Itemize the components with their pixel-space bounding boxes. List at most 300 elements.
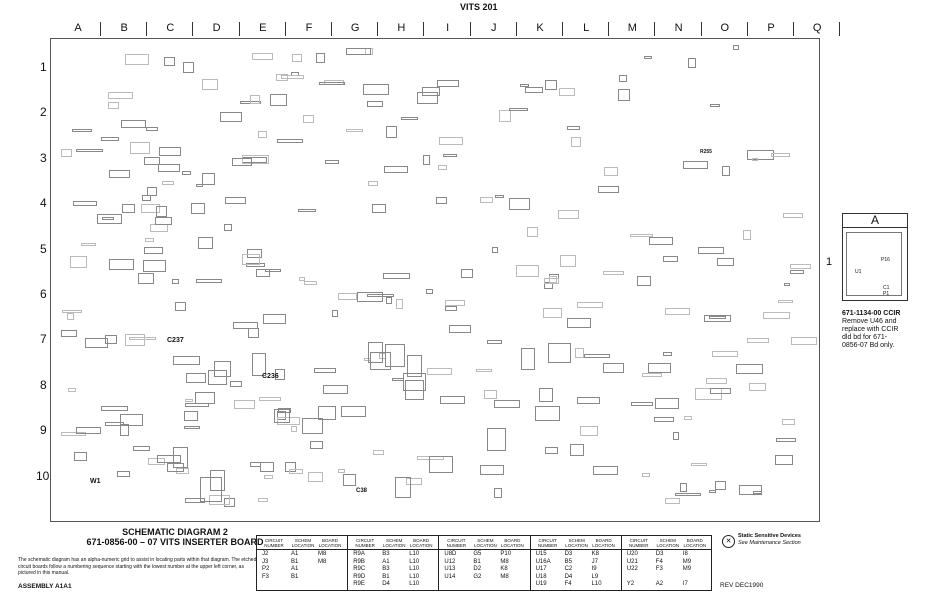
column-tick bbox=[654, 22, 655, 36]
component-footprint bbox=[499, 110, 511, 122]
component-footprint bbox=[383, 273, 410, 279]
table-cell: D4 bbox=[382, 581, 390, 587]
table-header-divider bbox=[257, 549, 711, 550]
column-label: Q bbox=[812, 22, 822, 34]
table-cell: D3 bbox=[564, 551, 573, 557]
component-footprint bbox=[191, 203, 205, 214]
table-cell: D4 bbox=[564, 573, 573, 580]
column-label: B bbox=[120, 22, 128, 34]
table-header-schem: SCHEM LOCATION bbox=[565, 538, 588, 548]
component-footprint bbox=[654, 417, 674, 422]
component-footprint bbox=[427, 368, 452, 375]
component-footprint bbox=[164, 57, 175, 66]
ic-footprint bbox=[403, 373, 426, 391]
callout-c237: C237 bbox=[167, 337, 184, 344]
component-footprint bbox=[108, 102, 119, 109]
component-footprint bbox=[346, 48, 371, 55]
component-footprint bbox=[492, 247, 498, 253]
table-cell: L10 bbox=[409, 581, 420, 587]
component-footprint bbox=[270, 94, 287, 106]
column-tick bbox=[747, 22, 748, 36]
table-cell: B3 bbox=[382, 566, 390, 572]
static-notice-subtitle: See Maintenance Section bbox=[738, 539, 801, 546]
component-footprint bbox=[386, 297, 392, 304]
component-footprint bbox=[316, 53, 325, 63]
component-footprint bbox=[314, 368, 336, 373]
component-footprint bbox=[655, 398, 679, 409]
component-footprint bbox=[644, 56, 652, 59]
component-footprint bbox=[122, 204, 135, 213]
ic-footprint bbox=[385, 344, 405, 367]
column-label: A bbox=[74, 22, 82, 34]
component-footprint bbox=[549, 276, 557, 283]
component-footprint bbox=[417, 92, 438, 104]
table-header-circuit: CIRCUIT NUMBER bbox=[629, 538, 649, 548]
component-footprint bbox=[109, 170, 130, 178]
component-footprint bbox=[125, 54, 149, 65]
component-footprint bbox=[184, 426, 200, 429]
table-cell: P10 bbox=[500, 551, 512, 557]
component-footprint bbox=[494, 488, 502, 498]
table-group bbox=[348, 536, 439, 590]
component-footprint bbox=[68, 388, 76, 392]
table-cell: U16A bbox=[535, 558, 551, 565]
table-cell: F4 bbox=[564, 581, 572, 587]
table-cell: J7 bbox=[591, 558, 598, 565]
column-tick bbox=[701, 22, 702, 36]
component-footprint bbox=[495, 195, 504, 198]
component-footprint bbox=[747, 338, 769, 343]
ic-footprint bbox=[274, 409, 290, 423]
component-footprint bbox=[172, 279, 179, 284]
component-footprint bbox=[121, 120, 146, 128]
table-cell: U15 bbox=[535, 551, 547, 557]
diagram-title-line1: SCHEMATIC DIAGRAM 2 bbox=[122, 527, 228, 537]
ic-footprint bbox=[395, 477, 411, 498]
component-footprint bbox=[527, 227, 538, 237]
column-tick bbox=[146, 22, 147, 36]
table-cell: M8 bbox=[318, 551, 327, 557]
table-cell: Y2 bbox=[626, 581, 635, 587]
table-cell: J3 bbox=[262, 558, 269, 565]
component-footprint bbox=[150, 224, 168, 232]
table-cell: R9B bbox=[353, 558, 365, 565]
component-footprint bbox=[791, 337, 817, 345]
component-footprint bbox=[202, 173, 215, 185]
component-footprint bbox=[102, 217, 114, 220]
table-cell: U21 bbox=[626, 558, 638, 565]
component-footprint bbox=[593, 466, 618, 475]
component-footprint bbox=[776, 438, 796, 442]
inset-part: P1 bbox=[883, 291, 890, 297]
component-footprint bbox=[325, 160, 339, 164]
component-footprint bbox=[443, 154, 457, 157]
component-footprint bbox=[225, 197, 246, 204]
component-footprint bbox=[158, 164, 180, 172]
component-footprint bbox=[771, 153, 790, 157]
component-footprint bbox=[146, 127, 158, 131]
table-group bbox=[257, 536, 348, 590]
table-cell: F3 bbox=[262, 573, 270, 580]
component-footprint bbox=[509, 108, 528, 111]
ic-footprint bbox=[173, 447, 188, 468]
component-footprint bbox=[145, 238, 154, 242]
component-footprint bbox=[784, 283, 790, 286]
row-label: 2 bbox=[40, 105, 47, 120]
ic-footprint bbox=[487, 428, 506, 451]
component-footprint bbox=[436, 197, 447, 204]
component-footprint bbox=[426, 289, 433, 294]
component-footprint bbox=[487, 340, 502, 344]
component-footprint bbox=[630, 234, 653, 237]
component-footprint bbox=[250, 95, 260, 104]
column-tick bbox=[839, 22, 840, 36]
component-footprint bbox=[778, 300, 793, 303]
table-cell: C2 bbox=[564, 566, 573, 572]
component-footprint bbox=[133, 446, 150, 451]
table-header-schem: SCHEM LOCATION bbox=[291, 538, 315, 548]
column-label: N bbox=[674, 22, 683, 34]
component-footprint bbox=[543, 308, 562, 318]
table-cell: I8 bbox=[682, 551, 688, 557]
component-footprint bbox=[710, 104, 720, 107]
component-footprint bbox=[384, 166, 408, 173]
component-footprint bbox=[256, 269, 270, 277]
table-header-board: BOARD LOCATION bbox=[501, 538, 524, 548]
table-cell: A2 bbox=[655, 581, 664, 587]
component-footprint bbox=[196, 279, 222, 283]
column-label: M bbox=[627, 22, 637, 34]
component-footprint bbox=[319, 82, 345, 85]
grid-description: The schematic diagram has an alpha-numeric grid to assist in locating parts within that diagram. The etched circuit boards follow a numbering sequence starting with the lowest number at the upper left corner, as pictured in this manual. bbox=[18, 557, 257, 576]
table-header-circuit: CIRCUIT NUMBER bbox=[446, 538, 467, 548]
table-cell: U19 bbox=[535, 581, 547, 587]
component-footprint bbox=[372, 204, 386, 213]
table-cell: R9A bbox=[353, 551, 365, 557]
row-label: 8 bbox=[40, 377, 47, 392]
table-cell: L10 bbox=[409, 551, 420, 557]
component-footprint bbox=[357, 292, 383, 302]
component-footprint bbox=[494, 400, 520, 408]
component-footprint bbox=[332, 310, 338, 317]
component-footprint bbox=[70, 256, 87, 268]
component-footprint bbox=[525, 87, 543, 93]
table-cell: R9E bbox=[353, 581, 365, 587]
static-notice-title: Static Sensitive Devices bbox=[738, 533, 801, 539]
component-footprint bbox=[480, 465, 504, 475]
inset-note-line: 0856-07 Bd only. bbox=[842, 342, 895, 349]
component-footprint bbox=[368, 181, 378, 186]
column-tick bbox=[377, 22, 378, 36]
component-footprint bbox=[445, 300, 465, 306]
row-label: 10 bbox=[36, 468, 50, 483]
component-footprint bbox=[259, 397, 281, 401]
component-footprint bbox=[712, 351, 738, 357]
inset-column-label: A bbox=[842, 213, 908, 228]
ic-footprint bbox=[429, 456, 453, 473]
component-footprint bbox=[234, 400, 255, 409]
component-footprint bbox=[743, 230, 751, 240]
component-footprint bbox=[373, 450, 384, 455]
component-footprint bbox=[545, 447, 558, 454]
component-footprint bbox=[665, 308, 690, 315]
inset-note-line: replace with CCIR bbox=[842, 326, 899, 333]
component-footprint bbox=[642, 473, 650, 477]
static-warning-icon: ✕ bbox=[722, 535, 735, 548]
table-header-circuit: CIRCUIT NUMBER bbox=[264, 538, 284, 548]
component-footprint bbox=[155, 217, 172, 225]
ic-footprint bbox=[539, 388, 553, 402]
column-tick bbox=[608, 22, 609, 36]
component-footprint bbox=[558, 210, 579, 219]
component-footprint bbox=[224, 224, 232, 231]
component-footprint bbox=[688, 58, 696, 68]
component-footprint bbox=[619, 75, 627, 82]
component-footprint bbox=[423, 155, 430, 165]
component-footprint bbox=[763, 312, 790, 319]
component-footprint bbox=[790, 270, 804, 274]
component-footprint bbox=[230, 381, 242, 387]
component-footprint bbox=[570, 444, 584, 456]
component-footprint bbox=[440, 396, 465, 404]
component-footprint bbox=[263, 314, 286, 324]
component-footprint bbox=[250, 462, 261, 467]
table-cell: F3 bbox=[655, 566, 663, 572]
table-cell: R9C bbox=[353, 566, 366, 572]
inset-note-line: Remove U46 and bbox=[842, 318, 897, 325]
component-footprint bbox=[338, 469, 345, 473]
component-footprint bbox=[752, 158, 758, 161]
row-label: 3 bbox=[40, 150, 47, 165]
component-footprint bbox=[675, 493, 701, 496]
component-footprint bbox=[175, 302, 186, 311]
table-cell: M8 bbox=[500, 558, 509, 565]
component-footprint bbox=[736, 364, 763, 374]
table-cell: A1 bbox=[291, 551, 299, 557]
component-footprint bbox=[125, 334, 145, 346]
table-cell: B1 bbox=[382, 573, 390, 580]
component-footprint bbox=[72, 129, 92, 132]
component-footprint bbox=[292, 54, 302, 62]
component-footprint bbox=[484, 390, 497, 399]
column-tick bbox=[239, 22, 240, 36]
component-footprint bbox=[101, 137, 119, 141]
column-label: C bbox=[166, 22, 175, 34]
component-footprint bbox=[683, 161, 708, 169]
component-footprint bbox=[76, 427, 101, 434]
component-footprint bbox=[367, 101, 383, 107]
component-footprint bbox=[580, 426, 598, 436]
table-header-board: BOARD LOCATION bbox=[592, 538, 615, 548]
component-footprint bbox=[715, 481, 726, 490]
component-footprint bbox=[790, 264, 811, 269]
component-footprint bbox=[577, 397, 600, 404]
inset-board bbox=[846, 232, 902, 296]
component-footprint bbox=[109, 259, 134, 270]
component-footprint bbox=[159, 147, 181, 156]
component-footprint bbox=[147, 187, 157, 196]
component-footprint bbox=[480, 197, 493, 203]
component-footprint bbox=[220, 112, 242, 122]
component-footprint bbox=[560, 255, 576, 267]
component-footprint bbox=[691, 463, 707, 466]
component-footprint bbox=[162, 181, 174, 185]
table-cell: F4 bbox=[655, 558, 663, 565]
component-footprint bbox=[437, 80, 459, 87]
component-footprint bbox=[476, 369, 492, 372]
table-cell: A1 bbox=[291, 566, 299, 572]
callout-w1: W1 bbox=[90, 478, 101, 485]
component-footprint bbox=[85, 338, 108, 348]
component-footprint bbox=[559, 88, 575, 96]
ic-footprint bbox=[521, 348, 535, 370]
table-cell: L10 bbox=[409, 566, 420, 572]
component-footprint bbox=[665, 498, 680, 504]
table-cell: U14 bbox=[444, 573, 456, 580]
component-footprint bbox=[185, 403, 209, 407]
component-footprint bbox=[117, 471, 130, 477]
component-footprint bbox=[202, 79, 218, 90]
column-label: F bbox=[305, 22, 313, 34]
row-label: 4 bbox=[40, 196, 47, 211]
component-footprint bbox=[445, 306, 457, 311]
component-footprint bbox=[61, 149, 72, 157]
table-group bbox=[439, 536, 530, 590]
component-footprint bbox=[120, 414, 143, 426]
table-cell: U22 bbox=[626, 566, 638, 572]
table-cell: M9 bbox=[682, 566, 692, 572]
inset-part: P16 bbox=[881, 257, 890, 263]
column-label: H bbox=[397, 22, 406, 34]
inset-note-line: dld bd for 671- bbox=[842, 334, 888, 341]
column-tick bbox=[331, 22, 332, 36]
component-footprint bbox=[663, 352, 672, 356]
component-footprint bbox=[571, 137, 581, 147]
component-footprint bbox=[304, 281, 317, 285]
table-cell: K8 bbox=[591, 551, 599, 557]
component-footprint bbox=[673, 432, 679, 440]
ic-footprint bbox=[318, 406, 336, 420]
component-footprint bbox=[144, 247, 163, 254]
component-footprint bbox=[386, 126, 397, 138]
table-cell: L9 bbox=[591, 573, 599, 580]
inset-note bbox=[842, 310, 942, 350]
component-footprint bbox=[782, 419, 795, 425]
component-footprint bbox=[401, 117, 418, 120]
component-footprint bbox=[258, 131, 267, 138]
component-footprint bbox=[143, 260, 166, 272]
row-label: 5 bbox=[40, 241, 47, 256]
component-footprint bbox=[81, 243, 96, 246]
table-cell: L10 bbox=[409, 558, 420, 565]
table-cell: J2 bbox=[262, 551, 269, 557]
component-footprint bbox=[298, 209, 316, 212]
callout-c38: C38 bbox=[356, 488, 368, 494]
component-footprint bbox=[704, 315, 731, 322]
component-footprint bbox=[567, 318, 591, 328]
component-footprint bbox=[185, 399, 193, 402]
table-cell: U17 bbox=[535, 566, 547, 572]
table-cell: L10 bbox=[591, 581, 602, 587]
component-footprint bbox=[248, 328, 259, 338]
component-footprint bbox=[156, 206, 167, 217]
component-footprint bbox=[722, 166, 730, 176]
component-footprint bbox=[648, 363, 671, 373]
row-label: 1 bbox=[40, 60, 47, 74]
table-cell: B5 bbox=[564, 558, 572, 565]
table-header-schem: SCHEM LOCATION bbox=[656, 538, 680, 548]
table-header-board: BOARD LOCATION bbox=[683, 538, 707, 548]
component-footprint bbox=[338, 293, 357, 300]
row-label: 7 bbox=[40, 332, 47, 347]
component-footprint bbox=[649, 237, 673, 245]
component-footprint bbox=[74, 452, 87, 461]
column-tick bbox=[423, 22, 424, 36]
component-footprint bbox=[584, 354, 610, 358]
callout-c236: C236 bbox=[262, 373, 279, 380]
table-cell: D2 bbox=[473, 566, 482, 572]
table-cell: G2 bbox=[473, 573, 482, 580]
column-label: D bbox=[212, 22, 221, 34]
column-tick bbox=[192, 22, 193, 36]
component-footprint bbox=[631, 402, 653, 406]
ic-footprint bbox=[208, 370, 227, 385]
component-footprint bbox=[277, 139, 303, 143]
component-footprint bbox=[323, 385, 348, 394]
component-footprint bbox=[439, 137, 463, 145]
component-footprint bbox=[775, 455, 793, 465]
table-cell: U12 bbox=[444, 558, 456, 565]
ic-footprint bbox=[548, 343, 571, 363]
component-footprint bbox=[575, 348, 584, 358]
column-label: K bbox=[536, 22, 544, 34]
column-label: G bbox=[350, 22, 360, 34]
component-footprint bbox=[252, 53, 273, 60]
component-footprint bbox=[438, 165, 447, 170]
table-cell: L10 bbox=[409, 573, 420, 580]
component-footprint bbox=[598, 186, 619, 193]
component-footprint bbox=[310, 441, 323, 449]
component-footprint bbox=[749, 383, 766, 391]
column-tick bbox=[285, 22, 286, 36]
component-footprint bbox=[198, 237, 213, 249]
row-label: 9 bbox=[40, 423, 47, 438]
table-cell: I9 bbox=[591, 566, 597, 572]
component-footprint bbox=[346, 129, 363, 132]
column-tick bbox=[562, 22, 563, 36]
table-header-board: BOARD LOCATION bbox=[409, 538, 433, 548]
component-footprint bbox=[706, 378, 727, 384]
component-footprint bbox=[783, 213, 803, 218]
component-footprint bbox=[276, 74, 288, 81]
component-footprint bbox=[73, 201, 97, 206]
component-footprint bbox=[184, 411, 198, 421]
ic-footprint bbox=[368, 342, 383, 363]
component-footprint bbox=[545, 80, 557, 90]
component-footprint bbox=[130, 142, 150, 154]
assembly-label: ASSEMBLY A1A1 bbox=[18, 583, 72, 590]
table-cell: I7 bbox=[682, 581, 688, 587]
component-footprint bbox=[232, 158, 252, 166]
table-cell: U20 bbox=[626, 551, 638, 557]
component-footprint bbox=[289, 469, 303, 474]
circuit-board-outline bbox=[50, 38, 820, 522]
component-footprint bbox=[709, 490, 716, 493]
component-footprint bbox=[698, 247, 724, 254]
component-footprint bbox=[258, 498, 268, 502]
component-footprint bbox=[680, 483, 687, 492]
component-footprint bbox=[101, 406, 128, 411]
